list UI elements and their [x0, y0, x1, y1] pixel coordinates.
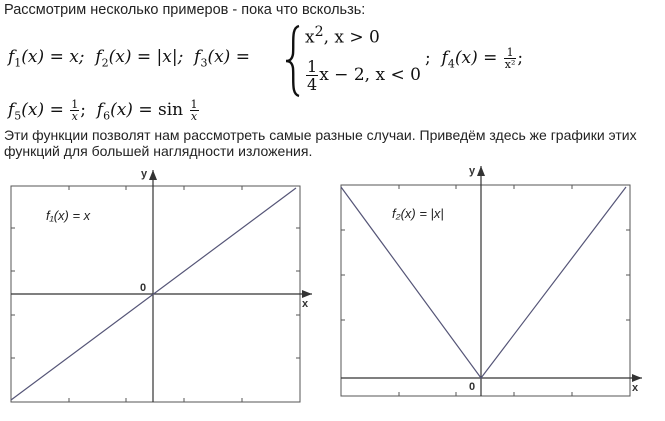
f2-rhs: = |x|; [136, 47, 184, 67]
f2-sub: 2 [101, 56, 109, 70]
f3-arg: (x) [207, 47, 231, 67]
f3-case1-exp: 2 [314, 24, 324, 40]
f2-arg: (x) [108, 47, 132, 67]
f3-separator: ; [425, 48, 431, 68]
graph-f1-x-arrow [302, 290, 312, 298]
f6-arg: (x) [110, 100, 133, 120]
f4-frac-den: x² [504, 58, 516, 71]
f5-arg: (x) [21, 100, 45, 120]
f1-arg: (x) [21, 47, 45, 67]
f5-eq: = [49, 100, 64, 120]
f5-name: f [8, 100, 15, 120]
graph-f1-function-label: f₁(x) = x [46, 208, 91, 223]
f3-sub: 3 [200, 56, 208, 70]
graph-f1-y-arrow [149, 170, 157, 180]
f5-frac-den: x [71, 110, 78, 123]
f1-rhs: = x; [49, 47, 85, 67]
f3-case2-frac-den: 4 [307, 75, 318, 94]
f1-sub: 1 [14, 56, 22, 70]
body-paragraph: Эти функции позволят нам рассмотреть самые разные случаи. Приведём здесь же графики этих функций для большей наглядности изложения. [4, 127, 637, 159]
f6-sub: 6 [103, 109, 111, 123]
f6-eq: = sin [138, 100, 184, 120]
formula-f4 [425, 47, 523, 70]
graph-f2-ticks [341, 185, 630, 396]
graph-f2-y-arrow [477, 166, 485, 176]
graph-f2 [336, 163, 646, 408]
f6-fraction [190, 99, 199, 122]
graph-f1-origin-label: 0 [140, 282, 147, 294]
graph-f2-y-label: y [469, 165, 476, 177]
f5-fraction [70, 99, 79, 122]
graph-f1-x-label: x [302, 298, 309, 310]
formula-f1-f2 [8, 47, 250, 69]
f3-case2-fraction [306, 58, 318, 93]
f5-sub: 5 [14, 109, 22, 123]
f6-name: f [96, 100, 104, 120]
graph-f2-function-label: f₂(x) = |x| [392, 206, 444, 221]
f6-frac-den: x [190, 110, 198, 123]
graph-f2-x-arrow [632, 374, 642, 382]
f4-frac-num: 1 [504, 47, 517, 59]
formula-f5-f6 [8, 99, 200, 122]
f4-sub: 4 [447, 57, 455, 71]
f4-end: ; [517, 48, 524, 68]
f4-arg: (x) [454, 48, 478, 68]
intro-text: Рассмотрим несколько примеров - пока что вскользь: [4, 2, 366, 18]
f5-end: ; [80, 100, 86, 120]
f4-fraction [504, 47, 517, 70]
graph-f2-x-label: x [632, 382, 639, 394]
f4-name: f [441, 48, 448, 68]
f1-name: f [8, 47, 15, 67]
graph-f1 [6, 167, 316, 412]
f6-frac-num: 1 [190, 98, 198, 111]
f2-name: f [95, 47, 102, 67]
f3-name: f [194, 47, 201, 67]
f3-case2-frac-num: 1 [307, 57, 318, 76]
f4-eq: = [483, 48, 498, 68]
f3-case2-rest: x − 2, x < 0 [319, 65, 421, 85]
f3-eq: = [235, 47, 250, 67]
f3-case1 [305, 24, 380, 48]
f3-case2 [305, 58, 421, 93]
f5-frac-num: 1 [71, 98, 79, 111]
graph-f2-line [341, 187, 626, 378]
graph-f2-origin-label: 0 [469, 381, 476, 393]
graph-f1-y-label: y [141, 168, 148, 180]
f3-case1-base: x [305, 27, 315, 48]
f3-case1-cond: , x > 0 [323, 27, 380, 48]
graph-f2-frame [341, 185, 630, 396]
piecewise-brace [283, 24, 303, 98]
